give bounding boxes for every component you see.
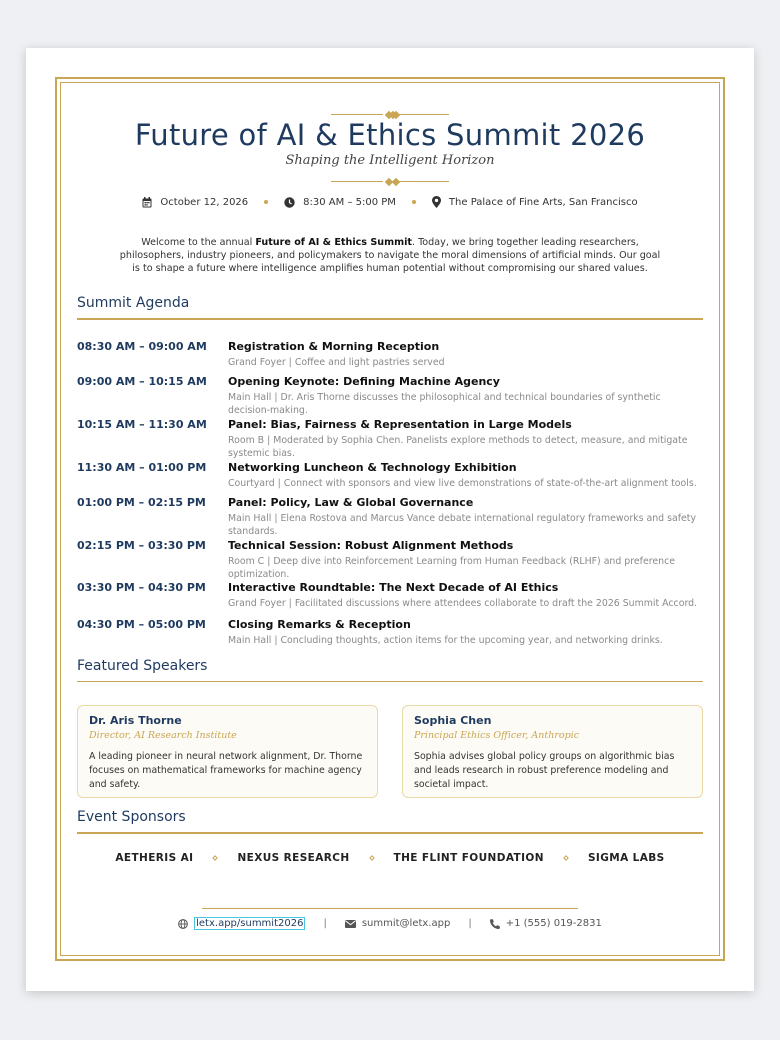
speaker-bio: Sophia advises global policy groups on algorithmic bias and leads research in robust preference modeling and societal impact. (414, 751, 675, 790)
speaker-role: Director, AI Research Institute (89, 730, 237, 741)
speaker-name: Sophia Chen (414, 714, 492, 727)
speaker-bio: A leading pioneer in neural network alignment, Dr. Thorne focuses on mathematical frameworks for machine agency and safety. (89, 751, 363, 790)
agenda-heading: Summit Agenda (77, 295, 190, 311)
speakers-rule (77, 681, 703, 682)
event-date-text: October 12, 2026 (160, 196, 249, 208)
intro-bold: Future of AI & Ethics Summit (255, 237, 412, 248)
sponsors-heading: Event Sponsors (77, 809, 186, 825)
intro-paragraph: Welcome to the annual Future of AI & Ethics Summit. Today, we bring together leading researchers, philosophers, industry pioneers, and policymakers to navigate the moral dimensions of artificial minds. Our goal is to shape a future where intelligence amplifies human potential without compromising our shared values. (119, 237, 661, 274)
agenda-rule (77, 318, 703, 320)
sponsor-list (26, 852, 754, 864)
sponsor-name: THE FLINT FOUNDATION (393, 852, 544, 864)
event-location (432, 196, 638, 208)
contact-footer: letx.app/summit2026 | summit@letx.app | +1 (555) 019-2831 (26, 917, 754, 930)
speaker-role: Principal Ethics Officer, Anthropic (414, 730, 580, 741)
map-pin-icon (432, 196, 441, 208)
envelope-icon (345, 920, 356, 928)
sponsor-name: AETHERIS AI (115, 852, 194, 864)
phone-number[interactable]: +1 (555) 019-2831 (505, 918, 602, 929)
footer-rule (202, 908, 578, 909)
event-time (284, 197, 396, 208)
sponsor-name: SIGMA LABS (587, 852, 665, 864)
calendar-icon (142, 197, 152, 208)
phone-icon (490, 919, 500, 929)
page-title: Future of AI & Ethics Summit 2026 (134, 118, 646, 152)
sponsor-name: NEXUS RESEARCH (237, 852, 350, 864)
event-time-text: 8:30 AM – 5:00 PM (303, 196, 396, 208)
event-location-text: The Palace of Fine Arts, San Francisco (448, 196, 638, 208)
website-link[interactable]: letx.app/summit2026 (196, 918, 304, 929)
title-ornament-bottom (331, 178, 449, 186)
clock-icon (284, 197, 295, 208)
speaker-card (77, 705, 378, 798)
page-subtitle: Shaping the Intelligent Horizon (285, 153, 495, 168)
globe-icon (178, 919, 188, 929)
email-link[interactable]: summit@letx.app (361, 918, 451, 929)
sponsors-rule (77, 832, 703, 834)
speaker-card (402, 705, 703, 798)
document-page: Future of AI & Ethics Summit 2026 Shaping the Intelligent Horizon October 12, 2026 8:30 AM – 5:00 PM The Palace of Fine Arts, San Francisco Welcome to the annual Future of AI & Ethics Summit. Today, we bring together leading researchers, philosophers, industry pioneers, and policymakers to navigate the moral dimensions of artificial minds. Our goal is to shape a future where intelligence amplifies human potential without compromising our shared values. Summit Agenda 08:30 AM – 09:00 AM Registration & Morning Reception Grand Foyer | Coffee and light pastries served 09:00 AM – 10:15 AM Opening Keynote: Defining Machine Agency Main Hall | Dr. Aris Thorne discusses the philosophical and technical boundaries of synthetic decision-making. 10:15 AM – 11:30 AM Panel: Bias, Fairness & Representation in Large Models Room B | Moderated by Sophia Chen. Panelists explore methods to detect, measure, and mitigate systemic bias. 11:30 AM – 01:00 PM Networking Luncheon & Technology Exhibition Courtyard | Connect with sponsors and view live demonstrations of state-of-the-art alignment tools. 01:00 PM – 02:15 PM Panel: Policy, Law & Global Governance Main Hall | Elena Rostova and Marcus Vance debate international regulatory frameworks and safety standards. 02:15 PM – 03:30 PM Technical Session: Robust Alignment Methods Room C | Deep dive into Reinforcement Learning from Human Feedback (RLHF) and preference optimization. 03:30 PM – 04:30 PM Interactive Roundtable: The Next Decade of AI Ethics Grand Foyer | Facilitated discussions where attendees collaborate to draft the 2026 Summit Accord. 04:30 PM – 05:00 PM Closing Remarks & Reception Main Hall | Concluding thoughts, action items for the upcoming year, and networking drinks. Featured Speakers Dr. Aris Thorne Director, AI Research Institute A leading pioneer in neural network alignment, Dr. Thorne focuses on mathematical frameworks for machine agency and safety. Sophia Chen Principal Ethics Officer, Anthropic Sophia advises global policy groups on algorithmic bias and leads research in robust preference modeling and societal impact. Event Sponsors AETHERIS AI NEXUS RESEARCH THE FLINT FOUNDATION SIGMA LABS letx.app/summit2026 | summit@letx.app | +1 (555) 019-2831 (26, 48, 754, 991)
event-meta (26, 196, 754, 208)
speaker-name: Dr. Aris Thorne (89, 714, 182, 727)
event-date (142, 197, 248, 208)
speakers-heading: Featured Speakers (77, 658, 208, 674)
